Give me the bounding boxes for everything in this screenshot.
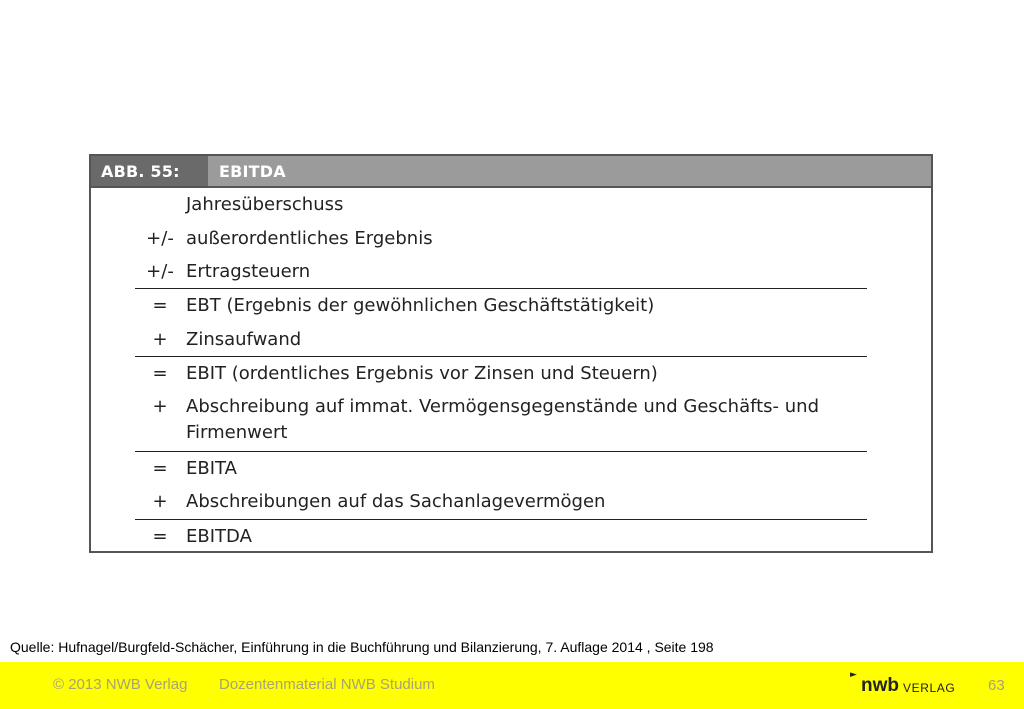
calc-text: Abschreibungen auf das Sachanlagevermögen [186,491,606,512]
calc-row-ebitda [135,519,867,547]
footer-bar [0,662,1024,709]
figure-label: ABB. 55: [101,162,180,181]
calc-operator: +/- [146,228,174,249]
calc-text: EBT (Ergebnis der gewöhnlichen Geschäftstätigkeit) [186,295,655,316]
calc-text: außerordentliches Ergebnis [186,228,433,249]
logo-verlag: VERLAG [903,681,956,695]
calc-operator: = [152,526,168,547]
figure-title: EBITDA [219,162,286,181]
calc-row-ebit [135,356,867,384]
calc-text: Abschreibung auf immat. Vermögensgegenstände und Geschäfts- und Firmenwert [186,396,820,443]
calc-operator: + [152,396,168,417]
calc-operator: + [152,491,168,512]
calc-operator: = [152,295,168,316]
course-text: Dozentenmaterial NWB Studium [219,676,435,693]
calc-text: Jahresüberschuss [186,194,344,215]
calc-text: EBITDA [186,526,252,547]
calc-operator: +/- [146,261,174,282]
calc-row-ebita [135,451,867,479]
calc-row-ebt [135,288,867,316]
copyright-text: © 2013 NWB Verlag [53,676,188,693]
calc-operator: = [152,363,168,384]
calc-text: Zinsaufwand [186,329,302,350]
ebitda-figure [89,154,933,553]
source-citation: Quelle: Hufnagel/Burgfeld-Schächer, Einführung in die Buchführung und Bilanzierung, 7. Auflage 2014 , Seite 198 [10,639,714,655]
calc-text: Ertragsteuern [186,261,311,282]
logo-wordmark: nwb [861,675,899,696]
calc-text: EBIT (ordentliches Ergebnis vor Zinsen und Steuern) [186,363,658,384]
calc-text: EBITA [186,458,237,479]
calc-operator: = [152,458,168,479]
figure-header [91,156,931,188]
logo-arrow-icon: ► [850,670,857,680]
page-number: 63 [988,677,1005,694]
calc-operator: + [152,329,168,350]
figure-label-box [91,156,208,186]
